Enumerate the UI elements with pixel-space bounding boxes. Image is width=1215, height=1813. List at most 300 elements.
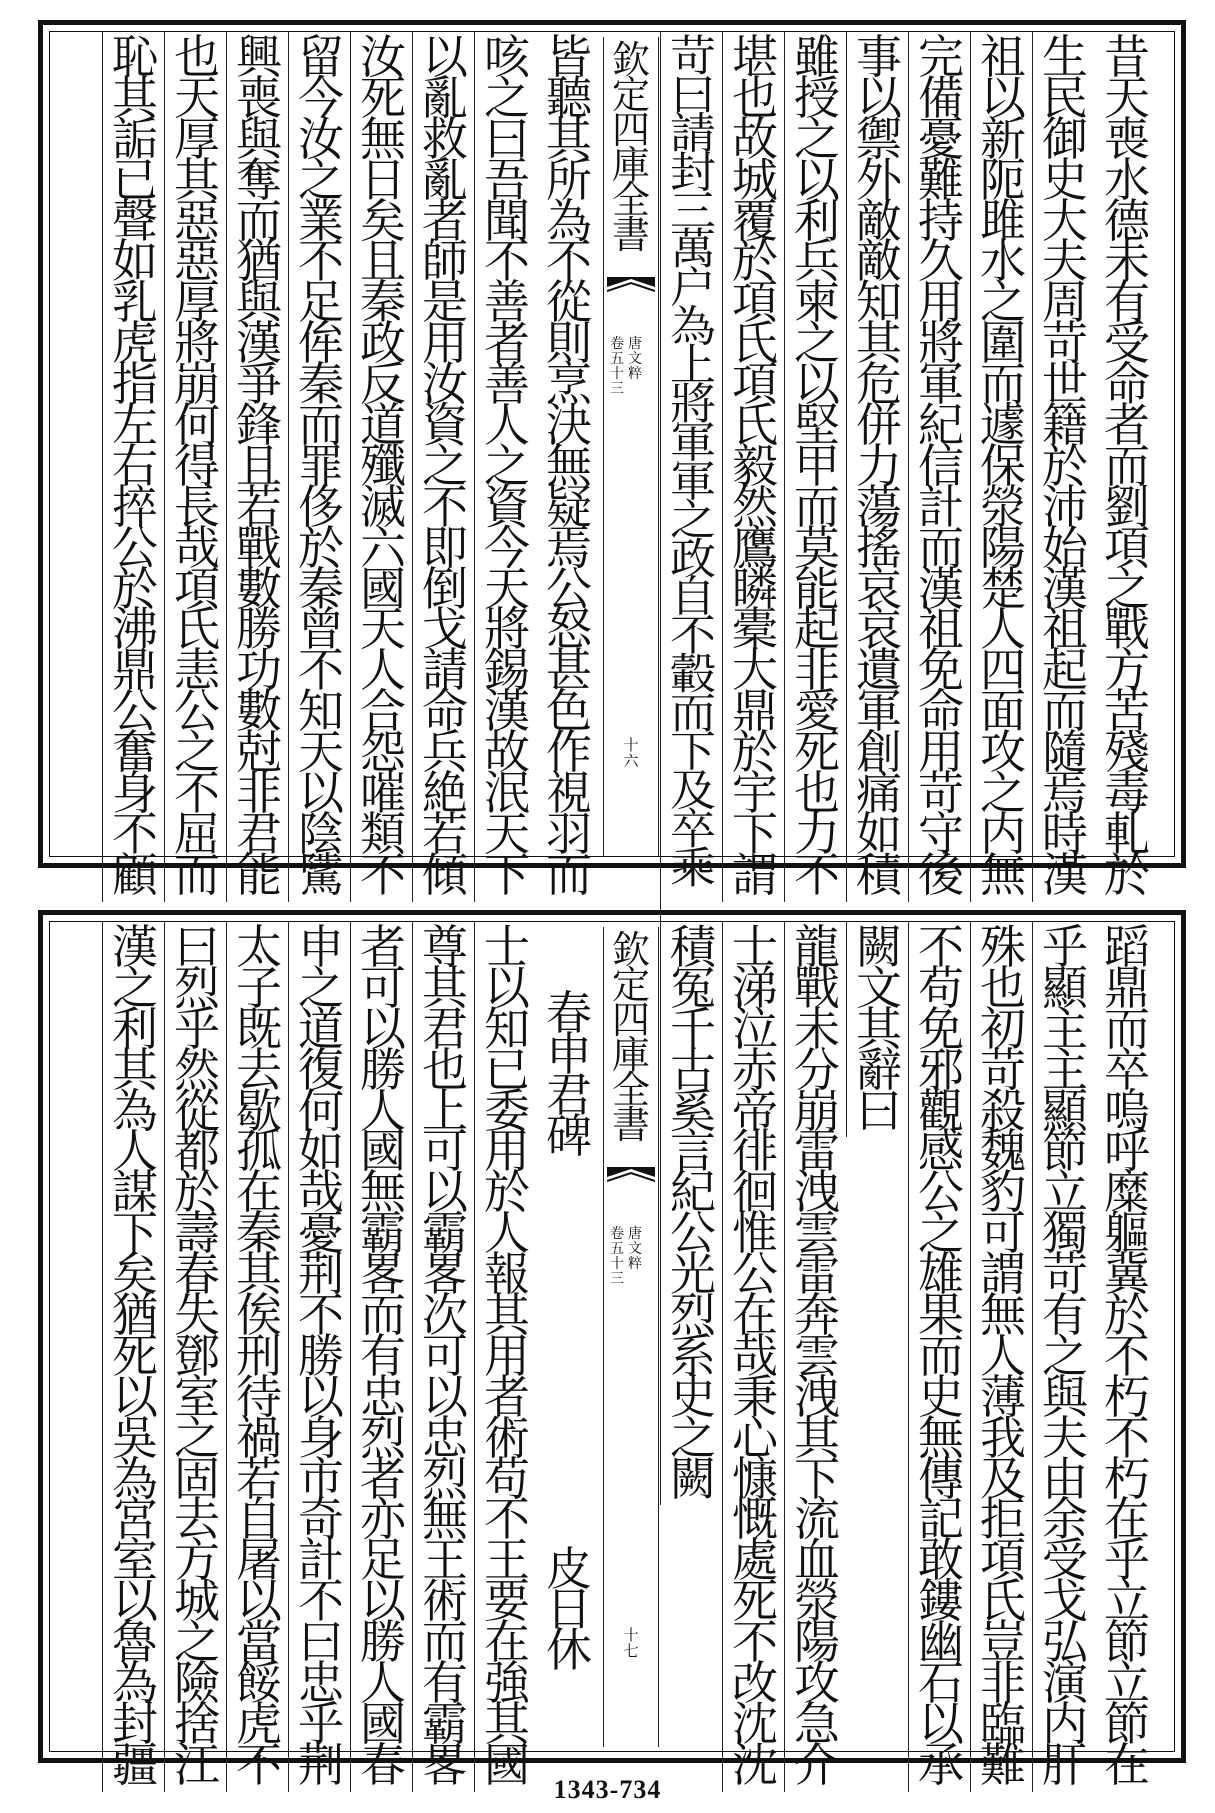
- glyph: 與: [1042, 1369, 1088, 1424]
- glyph: 殘: [1104, 725, 1150, 780]
- glyph: 在: [484, 1615, 530, 1670]
- glyph: 俟: [236, 1288, 282, 1343]
- glyph: 荆: [298, 1737, 344, 1792]
- glyph: 而: [236, 193, 282, 248]
- glyph: 咳: [484, 30, 530, 84]
- text-column: [169, 920, 225, 1792]
- glyph: 欽: [611, 928, 650, 972]
- glyph: 搖: [856, 520, 902, 575]
- glyph: 無: [980, 1288, 1026, 1343]
- glyph: 糜: [1104, 1165, 1150, 1220]
- text-column: [1037, 30, 1093, 902]
- glyph: 怨: [360, 725, 406, 780]
- glyph: 以: [112, 1574, 158, 1629]
- glyph: 洩: [794, 1369, 840, 1424]
- glyph: 乎: [298, 1696, 344, 1751]
- glyph: 夫: [1042, 1410, 1088, 1465]
- text-column: [355, 920, 411, 1792]
- text-column: [665, 30, 721, 937]
- glyph: 厚: [174, 111, 220, 166]
- glyph: 罪: [298, 438, 344, 493]
- glyph: 隨: [1042, 725, 1088, 780]
- glyph: 乎: [1104, 1533, 1150, 1588]
- glyph: 五: [610, 1241, 624, 1257]
- glyph: 軍: [670, 416, 716, 468]
- glyph: 遺: [856, 643, 902, 698]
- glyph: 反: [360, 357, 406, 412]
- glyph: 非: [980, 1656, 1026, 1711]
- glyph: 由: [1042, 1451, 1088, 1506]
- glyph: 故: [732, 111, 778, 166]
- glyph: 請: [422, 643, 468, 698]
- glyph: 面: [980, 684, 1026, 739]
- glyph: 天: [174, 70, 220, 125]
- glyph: 三: [610, 1271, 624, 1287]
- glyph: 用: [918, 725, 964, 780]
- glyph: 流: [794, 1492, 840, 1547]
- glyph: 遽: [980, 398, 1026, 453]
- glyph: 烈: [422, 1451, 468, 1506]
- glyph: 聞: [484, 193, 530, 248]
- glyph: 不: [484, 234, 530, 289]
- glyph: 色: [546, 684, 592, 739]
- glyph: 其: [484, 1288, 530, 1343]
- glyph: 申: [546, 1026, 592, 1081]
- folio-number: [621, 1627, 641, 1659]
- glyph: 於: [732, 725, 778, 780]
- glyph: 且: [360, 234, 406, 289]
- glyph: 顯: [1042, 960, 1088, 1015]
- glyph: 所: [546, 152, 592, 207]
- glyph: 太: [236, 920, 282, 974]
- glyph: 粹: [628, 1256, 642, 1272]
- glyph: 毅: [732, 438, 778, 493]
- glyph: 敢: [918, 1533, 964, 1588]
- glyph: 以: [360, 1001, 406, 1056]
- glyph: 余: [1042, 1492, 1088, 1547]
- glyph: 公: [112, 520, 158, 575]
- glyph: 滎: [794, 1574, 840, 1629]
- text-column: [665, 920, 721, 1506]
- text-column: [789, 920, 845, 1792]
- glyph: 焉: [1042, 766, 1088, 821]
- glyph: 資: [484, 479, 530, 534]
- glyph: 戰: [236, 520, 282, 575]
- glyph: 未: [794, 1001, 840, 1056]
- glyph: 君: [422, 1001, 468, 1056]
- glyph: 恥: [112, 30, 158, 84]
- glyph: 十: [623, 1626, 639, 1644]
- glyph: 陽: [794, 1615, 840, 1670]
- glyph: 忠: [298, 1656, 344, 1711]
- glyph: 殊: [980, 920, 1026, 974]
- glyph: 六: [623, 752, 639, 770]
- glyph: 後: [918, 847, 964, 902]
- glyph: 惡: [174, 234, 220, 289]
- glyph: 以: [856, 70, 902, 125]
- glyph: 吳: [112, 1410, 158, 1465]
- text-column: [231, 30, 287, 902]
- glyph: 而: [1104, 438, 1150, 493]
- glyph: 有: [360, 1328, 406, 1383]
- glyph: 若: [236, 1451, 282, 1506]
- glyph: 知: [484, 1001, 530, 1056]
- glyph: 怒: [546, 602, 592, 657]
- glyph: 項: [980, 1533, 1026, 1588]
- glyph: 久: [918, 234, 964, 289]
- glyph: 受: [1042, 1533, 1088, 1588]
- glyph: 慨: [732, 1492, 778, 1547]
- glyph: 政: [360, 316, 406, 371]
- glyph: 聲: [112, 193, 158, 248]
- glyph: 烈: [670, 1288, 716, 1343]
- glyph: 秉: [732, 1369, 778, 1424]
- glyph: 邪: [918, 1042, 964, 1097]
- glyph: 文: [628, 1241, 642, 1257]
- glyph: 於: [1042, 438, 1088, 493]
- glyph: 春: [174, 1247, 220, 1302]
- glyph: 幽: [918, 1615, 964, 1670]
- glyph: 未: [1104, 234, 1150, 289]
- glyph: 故: [484, 725, 530, 780]
- glyph: 類: [360, 806, 406, 861]
- glyph: 尅: [236, 725, 282, 780]
- glyph: 不: [298, 1574, 344, 1629]
- glyph: 之: [1042, 1328, 1088, 1383]
- glyph: 三: [670, 184, 716, 236]
- glyph: 攻: [794, 1656, 840, 1711]
- text-column: [1037, 920, 1093, 1792]
- glyph: 哉: [174, 520, 220, 575]
- glyph: 勝: [298, 1328, 344, 1383]
- glyph: 利: [112, 1001, 158, 1056]
- glyph: 曰: [174, 920, 220, 974]
- glyph: 都: [174, 1124, 220, 1179]
- glyph: 水: [980, 234, 1026, 289]
- glyph: 公: [918, 1165, 964, 1220]
- glyph: 之: [980, 275, 1026, 330]
- glyph: 畧: [360, 1247, 406, 1302]
- glyph: 積: [856, 847, 902, 902]
- glyph: 辭: [856, 1042, 902, 1097]
- glyph: 嗚: [1104, 1083, 1150, 1138]
- glyph: 萬: [670, 223, 716, 275]
- glyph: 人: [980, 602, 1026, 657]
- glyph: 可: [422, 1328, 468, 1383]
- glyph: 公: [546, 561, 592, 616]
- glyph: 有: [1104, 275, 1150, 330]
- glyph: 合: [360, 684, 406, 739]
- glyph: 項: [1104, 520, 1150, 575]
- glyph: 其: [546, 111, 592, 166]
- glyph: 虎: [236, 1696, 282, 1751]
- glyph: 攻: [980, 725, 1026, 780]
- glyph: 下: [732, 806, 778, 861]
- glyph: 春: [546, 986, 592, 1040]
- text-column: [1099, 920, 1155, 1792]
- glyph: 尊: [422, 920, 468, 974]
- glyph: 其: [856, 316, 902, 371]
- glyph: 苛: [1042, 1247, 1088, 1302]
- glyph: 非: [794, 643, 840, 698]
- glyph: 去: [236, 1042, 282, 1097]
- glyph: 免: [918, 1001, 964, 1056]
- glyph: 庫: [611, 143, 650, 187]
- glyph: 忠: [422, 1410, 468, 1465]
- glyph: 苦: [1104, 684, 1150, 739]
- glyph: 之: [484, 438, 530, 493]
- glyph: 不: [112, 806, 158, 861]
- glyph: 其: [484, 1696, 530, 1751]
- glyph: 戈: [422, 602, 468, 657]
- glyph: 十: [610, 366, 624, 382]
- text-column: [727, 30, 783, 902]
- glyph: 書: [611, 213, 650, 257]
- glyph: 紀: [918, 398, 964, 453]
- glyph: 改: [732, 1656, 778, 1711]
- glyph: 如: [112, 234, 158, 289]
- glyph: 禍: [236, 1410, 282, 1465]
- glyph: 冀: [1104, 1247, 1150, 1302]
- essay-title: [541, 986, 597, 1163]
- glyph: 痛: [856, 766, 902, 821]
- glyph: 陰: [298, 806, 344, 861]
- text-column: [975, 920, 1031, 1792]
- glyph: 猶: [112, 1288, 158, 1343]
- glyph: 危: [856, 357, 902, 412]
- glyph: 其: [794, 1410, 840, 1465]
- glyph: 闕: [670, 1451, 716, 1506]
- glyph: 起: [1042, 643, 1088, 698]
- glyph: 之: [112, 960, 158, 1015]
- glyph: 粹: [628, 366, 642, 382]
- glyph: 沛: [1042, 479, 1088, 534]
- glyph: 御: [1042, 111, 1088, 166]
- glyph: 軍: [856, 684, 902, 739]
- glyph: 人: [980, 1328, 1026, 1383]
- glyph: 之: [670, 494, 716, 546]
- glyph: 城: [732, 152, 778, 207]
- glyph: 秦: [298, 357, 344, 412]
- glyph: 碑: [546, 1108, 592, 1163]
- glyph: 漢: [1042, 561, 1088, 616]
- glyph: 日: [546, 1582, 592, 1637]
- glyph: 肝: [1042, 1737, 1088, 1792]
- glyph: 滎: [980, 479, 1026, 534]
- text-column: [975, 30, 1031, 902]
- glyph: 今: [484, 520, 530, 575]
- text-column: [107, 30, 163, 902]
- text-column: [851, 30, 907, 902]
- glyph: 不: [236, 1737, 282, 1792]
- glyph: 功: [236, 643, 282, 698]
- glyph: 帝: [732, 1083, 778, 1138]
- glyph: 忠: [360, 1369, 406, 1424]
- glyph: 文: [628, 351, 642, 367]
- glyph: 奪: [236, 152, 282, 207]
- banner-title: [603, 928, 659, 1147]
- glyph: 徘: [732, 1124, 778, 1179]
- glyph: 不: [918, 920, 964, 974]
- glyph: 而: [174, 847, 220, 902]
- glyph: 何: [298, 1083, 344, 1138]
- banner-volume: [609, 337, 625, 397]
- glyph: 禦: [856, 111, 902, 166]
- glyph: 以: [298, 766, 344, 821]
- glyph: 水: [1104, 152, 1150, 207]
- glyph: 苟: [484, 1451, 530, 1506]
- glyph: 崩: [794, 1083, 840, 1138]
- text-column: [1099, 30, 1155, 902]
- glyph: 顯: [1042, 1083, 1088, 1138]
- glyph: 内: [980, 806, 1026, 861]
- glyph: 鏤: [918, 1574, 964, 1629]
- glyph: 刑: [236, 1328, 282, 1383]
- glyph: 哉: [732, 1328, 778, 1383]
- glyph: 在: [1104, 1492, 1150, 1547]
- glyph: 將: [174, 316, 220, 371]
- glyph: 休: [546, 1623, 592, 1678]
- glyph: 將: [670, 378, 716, 430]
- glyph: 用: [484, 1124, 530, 1179]
- glyph: 於: [298, 520, 344, 575]
- glyph: 鼎: [1104, 960, 1150, 1015]
- glyph: 鷹: [732, 520, 778, 575]
- glyph: 創: [856, 725, 902, 780]
- glyph: 蕩: [856, 479, 902, 534]
- glyph: 不: [298, 1288, 344, 1343]
- glyph: 兵: [422, 725, 468, 780]
- glyph: 視: [546, 766, 592, 821]
- glyph: 救: [422, 111, 468, 166]
- glyph: 足: [360, 1533, 406, 1588]
- glyph: 四: [980, 643, 1026, 698]
- glyph: 雷: [794, 1247, 840, 1302]
- glyph: 嗺: [360, 766, 406, 821]
- glyph: 劉: [1104, 479, 1150, 534]
- glyph: 甚: [546, 643, 592, 698]
- glyph: 要: [484, 1574, 530, 1629]
- glyph: 持: [918, 193, 964, 248]
- glyph: 新: [980, 111, 1026, 166]
- glyph: 以: [918, 1696, 964, 1751]
- glyph: 以: [112, 1369, 158, 1424]
- glyph: 命: [918, 684, 964, 739]
- glyph: 報: [484, 1247, 530, 1302]
- glyph: 戰: [794, 960, 840, 1015]
- text-column: [417, 920, 473, 1792]
- glyph: 書: [611, 1103, 650, 1147]
- glyph: 用: [918, 275, 964, 330]
- glyph: 霸: [360, 1206, 406, 1261]
- glyph: 以: [298, 1369, 344, 1424]
- glyph: 初: [980, 1001, 1026, 1056]
- glyph: 從: [546, 275, 592, 330]
- glyph: 子: [236, 960, 282, 1015]
- glyph: 覆: [732, 193, 778, 248]
- glyph: 有: [1042, 1288, 1088, 1343]
- glyph: 天: [484, 806, 530, 861]
- glyph: 業: [298, 193, 344, 248]
- glyph: 朽: [1104, 1451, 1150, 1506]
- glyph: 魯: [112, 1615, 158, 1670]
- glyph: 日: [360, 152, 406, 207]
- glyph: 豹: [980, 1165, 1026, 1220]
- glyph: 若: [422, 806, 468, 861]
- glyph: 人: [484, 398, 530, 453]
- glyph: 與: [236, 111, 282, 166]
- glyph: 死: [112, 1328, 158, 1383]
- glyph: 從: [174, 1083, 220, 1138]
- glyph: 自: [670, 571, 716, 623]
- glyph: 苛: [980, 1042, 1026, 1097]
- text-column: [169, 30, 225, 902]
- glyph: 羽: [546, 806, 592, 861]
- glyph: 泯: [484, 766, 530, 821]
- glyph: 霸: [422, 1206, 468, 1261]
- glyph: 鼎: [732, 684, 778, 739]
- glyph: 強: [484, 1656, 530, 1711]
- glyph: 曰: [856, 1083, 902, 1138]
- text-column: [913, 920, 969, 1792]
- text-column: [293, 920, 349, 1792]
- glyph: 弘: [1042, 1615, 1088, 1670]
- glyph: 外: [856, 152, 902, 207]
- glyph: 雖: [794, 30, 840, 84]
- glyph: 者: [360, 1451, 406, 1506]
- glyph: 無: [360, 111, 406, 166]
- text-column: [355, 30, 411, 902]
- glyph: 之: [298, 960, 344, 1015]
- glyph: 春: [360, 1737, 406, 1792]
- glyph: 烈: [360, 1410, 406, 1465]
- glyph: 死: [732, 1574, 778, 1629]
- glyph: 興: [236, 30, 282, 84]
- glyph: 難: [980, 1737, 1026, 1792]
- glyph: 顧: [112, 847, 158, 902]
- folio-number: [621, 737, 641, 769]
- glyph: 次: [422, 1288, 468, 1343]
- glyph: 聽: [546, 70, 592, 125]
- glyph: 之: [484, 70, 530, 125]
- glyph: 雎: [980, 193, 1026, 248]
- glyph: 三: [610, 381, 624, 397]
- glyph: 險: [174, 1656, 220, 1711]
- glyph: 兵: [794, 234, 840, 289]
- text-column: [231, 920, 287, 1792]
- glyph: 夫: [1042, 234, 1088, 289]
- glyph: 不: [174, 766, 220, 821]
- glyph: 乎: [1042, 920, 1088, 974]
- glyph: 勝: [360, 1615, 406, 1670]
- glyph: 汝: [298, 111, 344, 166]
- glyph: 鄧: [174, 1328, 220, 1383]
- glyph: 數: [236, 561, 282, 616]
- glyph: 其: [422, 960, 468, 1015]
- glyph: 者: [422, 193, 468, 248]
- glyph: 其: [112, 1042, 158, 1097]
- glyph: 系: [670, 1328, 716, 1383]
- glyph: 雷: [794, 1124, 840, 1179]
- glyph: 者: [360, 920, 406, 974]
- glyph: 身: [112, 766, 158, 821]
- glyph: 奚: [670, 1083, 716, 1138]
- glyph: 信: [918, 438, 964, 493]
- glyph: 道: [298, 1001, 344, 1056]
- text-column: [727, 920, 783, 1792]
- banner-title: [603, 38, 659, 257]
- glyph: 善: [484, 357, 530, 412]
